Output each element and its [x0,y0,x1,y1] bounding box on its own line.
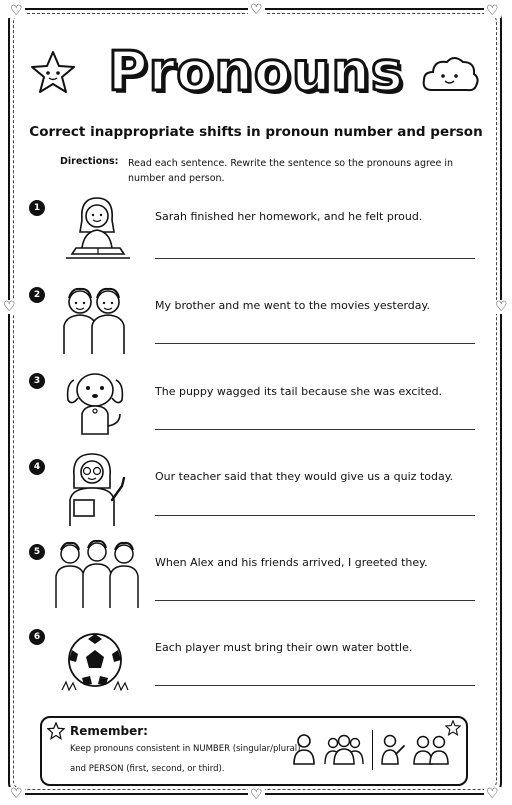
sentence-text: Each player must bring their own water bottle. [155,641,413,654]
sentence-text: Our teacher said that they would give us a quiz today. [155,470,454,483]
cloud-icon [420,54,480,96]
three-kids-icon [52,538,142,610]
sentence-text: When Alex and his friends arrived, I greeted they. [155,556,428,569]
person-icon [292,732,316,766]
remember-line-2: and PERSON (first, second, or third). [70,764,225,774]
answer-line[interactable] [155,258,475,259]
answer-line[interactable] [155,515,475,516]
sentence-text: My brother and me went to the movies yesterday. [155,299,430,312]
page-title: Pronouns [108,40,404,103]
heart-icon: ♡ [486,3,499,19]
star-icon [28,48,78,98]
sentence-text: Sarah finished her homework, and he felt proud. [155,210,423,223]
directions-text: Read each sentence. Rewrite the sentence so the pronouns agree in number and person. [128,158,454,184]
item-number: 3 [29,373,45,389]
group-icon [324,732,364,766]
item-number: 2 [29,287,45,303]
item-number: 5 [29,544,45,560]
item-number: 6 [29,629,45,645]
answer-line[interactable] [155,429,475,430]
sentence-text: The puppy wagged its tail because she was excited. [155,385,443,398]
star-icon [47,722,65,740]
puppy-icon [62,366,128,438]
title-banner [0,26,512,116]
answer-line[interactable] [155,600,475,601]
heart-icon: ♡ [250,787,263,803]
heart-icon: ♡ [486,786,499,802]
pointing-person-icon [380,732,408,766]
remember-line-1: Keep pronouns consistent in NUMBER (singular/plural) [70,744,301,754]
worksheet-subtitle: Correct inappropriate shifts in pronoun number and person [29,124,483,140]
answer-line[interactable] [155,343,475,344]
girl-writing-icon [62,192,132,262]
item-number: 1 [29,200,45,216]
item-number: 4 [29,459,45,475]
teacher-icon [60,448,132,528]
remember-box [40,716,468,786]
directions-label: Directions: [60,156,119,167]
heart-icon: ♡ [3,299,16,315]
two-boys-icon [56,282,132,358]
heart-icon: ♡ [10,3,23,19]
pair-icon [412,732,450,766]
remember-divider [372,730,373,770]
heart-icon: ♡ [250,2,263,18]
heart-icon: ♡ [495,299,508,315]
remember-title: Remember: [70,724,148,738]
heart-icon: ♡ [10,786,23,802]
answer-line[interactable] [155,685,475,686]
soccer-ball-icon [60,630,130,692]
